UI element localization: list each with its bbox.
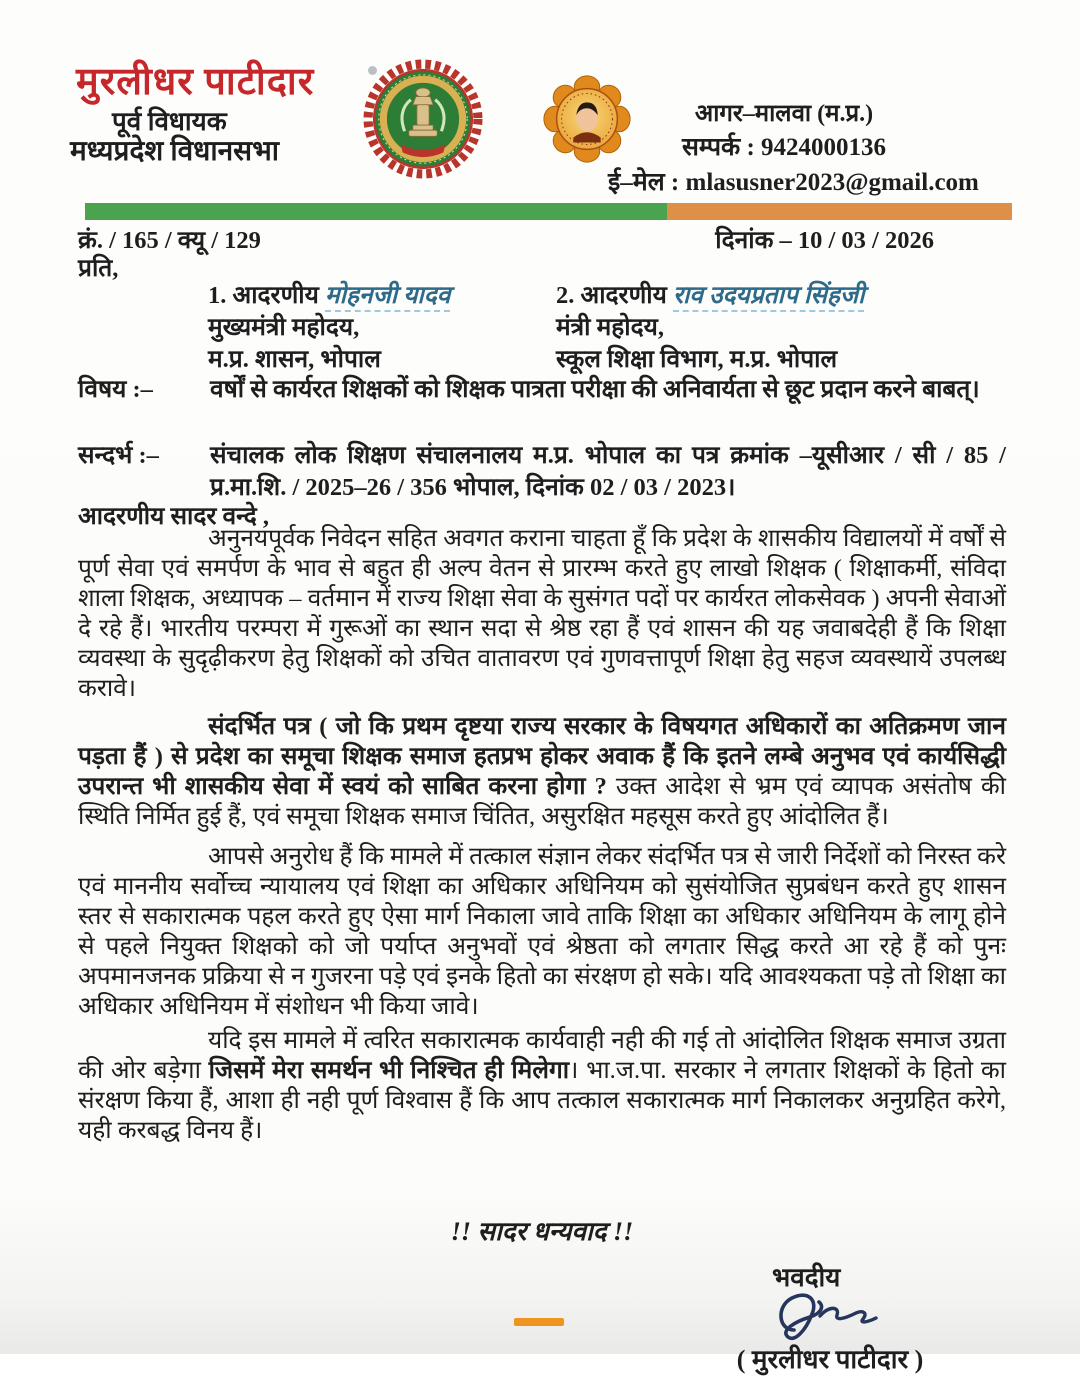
constituency: आगर–मालवा (म.प्र.): [694, 101, 874, 127]
body-paragraph-4-pre: यदि इस मामले में त्वरित सकारात्मक कार्यवाही नही की गई तो आंदोलित शिक्षक समाज उग्रता की ओर बड़ेगा: [78, 1027, 1006, 1084]
signatory-name: ( मुरलीधर पाटीदार ): [736, 1345, 924, 1374]
body-paragraph-2-bold: संदर्भित पत्र ( जो कि प्रथम दृष्टया राज्य सरकार के विषयगत अधिकारों का अतिक्रमण जान पड़ता हैं ) से प्रदेश का समूचा शिक्षक समाज हतप्रभ होकर अवाक हैं कि इतने लम्बे अनुभव एवं कार्यसिद्धी उपरान्त भी शासकीय सेवा में स्वयं को साबित करना होगा ?: [78, 713, 1006, 800]
recipient-2-honorific: आदरणीय: [580, 282, 667, 309]
letter-date: दिनांक – 10 / 03 / 2026: [715, 227, 934, 254]
recipient-1-office: म.प्र. शासन, भोपाल: [208, 346, 381, 373]
recipient-2: [556, 280, 1008, 376]
recipient-1-honorific: आदरणीय: [232, 282, 319, 309]
ref-date-row: [78, 223, 934, 256]
sender-title: पूर्व विधायक: [112, 107, 227, 136]
letter-body: [78, 524, 1006, 1146]
contact-block: [608, 99, 979, 199]
to-label: प्रति,: [78, 255, 119, 282]
salutation: आदरणीय सादर वन्दे ,: [78, 503, 269, 530]
body-paragraph-4: [78, 1026, 1006, 1146]
recipient-1-name-line: [208, 280, 553, 312]
recipient-2-name: राव उदयप्रताप सिंहजी: [673, 282, 865, 312]
body-paragraph-2: [78, 712, 1006, 832]
rule-green-segment: [85, 203, 667, 220]
tricolor-rule: [85, 203, 1012, 220]
subject-row: [78, 374, 1006, 406]
recipient-1-designation: मुख्यमंत्री महोदय,: [208, 314, 360, 341]
recipient-1-number: 1.: [208, 282, 227, 309]
handwritten-signature-icon: [764, 1286, 888, 1346]
rule-orange-segment: [667, 203, 1012, 220]
subject-label: विषय :–: [78, 376, 153, 403]
body-paragraph-3: आपसे अनुरोध हैं कि मामले में तत्काल संज्ञान लेकर संदर्भित पत्र से जारी निर्देशों को निरस्त करे एवं माननीय सर्वोच्च न्यायालय एवं शिक्षा का अधिकार अधिनियम को सुसंयोजित सुप्रबंधन करते हुए शासन स्तर से सकारात्मक पहल करते हुए ऐसा मार्ग निकाला जावे ताकि शिक्षा का अधिकार अधिनियम के लागू होने से पहले नियुक्त शिक्षको को जो पर्याप्त अनुभवों एवं श्रेष्ठता को लगतार सिद्ध करते आ रहे हैं को पुनः अपमानजनक प्रक्रिया से न गुजरना पड़े एवं इनके हितो का संरक्षण हो सके। यदि आवश्यकता पड़े तो शिक्षा का अधिकार अधिनियम में संशोधन भी किया जावे।: [78, 843, 1006, 1020]
reference-label: सन्दर्भ :–: [78, 442, 159, 469]
body-paragraph-1: अनुनयपूर्वक निवेदन सहित अवगत कराना चाहता हूँ कि प्रदेश के शासकीय विद्यालयों में वर्षों से पूर्ण सेवा एवं समर्पण के भाव से बहुत ही अल्प वेतन से प्रारम्भ करते हुए लाखो शिक्षक ( शिक्षाकर्मी, संविदा शाला शिक्षक, अध्यापक – वर्तमान में राज्य शिक्षा सेवा के सुसंगत पदों पर कार्यरत लोकसेवक ) अपनी सेवाओं दे रहे हैं। भारतीय परम्परा में गुरूओं का स्थान सदा से श्रेष्ठ रहा हैं एवं शासन की यह जवाबदेही हैं कि शिक्षा व्यवस्था के सुदृढ़ीकरण हेतु शिक्षकों को उचित वातावरण एवं गुणवत्तापूर्ण शिक्षा हेतु सहज व्यवस्थायें उपलब्ध करावे।: [78, 525, 1006, 702]
sender-assembly: मध्यप्रदेश विधानसभा: [70, 136, 280, 167]
subject-text: वर्षों से कार्यरत शिक्षकों को शिक्षक पात्रता परीक्षा की अनिवार्यता से छूट प्रदान करने बाबत्।: [210, 376, 980, 403]
sender-name: मुरलीधर पाटीदार: [76, 61, 315, 103]
recipient-1-name: मोहनजी यादव: [325, 282, 450, 312]
orange-progress-notch: [514, 1318, 564, 1326]
recipient-2-name-line: [556, 280, 1008, 312]
letter-ref-number: क्रं. / 165 / क्यू / 129: [78, 227, 261, 254]
recipient-2-designation: मंत्री महोदय,: [556, 314, 664, 341]
mp-government-seal-icon: [362, 58, 484, 180]
recipient-2-number: 2.: [556, 282, 575, 309]
reference-text: संचालक लोक शिक्षण संचालनालय म.प्र. भोपाल का पत्र क्रमांक –यूसीआर / सी / 85 / प्र.मा.शि. / 2025–26 / 356 भोपाल, दिनांक 02 / 03 / 2023।: [210, 442, 1006, 501]
email-address: ई–मेल : mlasusner2023@gmail.com: [608, 169, 979, 197]
thanks-line: !! सादर धन्यवाद !!: [450, 1217, 634, 1246]
recipient-1: [208, 280, 553, 376]
body-paragraph-2-rest: उक्त आदेश से भ्रम एवं व्यापक असंतोष की स्थिति निर्मित हुई हैं, एवं समूचा शिक्षक समाज चिंतित, असुरक्षित महसूस करते हुए आंदोलित हैं।: [78, 773, 1006, 830]
body-paragraph-4-bold: जिसमें मेरा समर्थन भी निश्चित ही मिलेगा: [208, 1057, 570, 1084]
body-paragraph-4-post: । भा.ज.पा. सरकार ने लगतार शिक्षकों के हितो का संरक्षण किया हैं, आशा ही नही पूर्ण विश्वास हैं कि आप तत्काल सकारात्मक मार्ग निकालकर अनुग्रहित करेगे, यही करबद्ध विनय हैं।: [78, 1057, 1006, 1144]
reference-row: [78, 440, 1006, 504]
phone-number: सम्पर्क : 9424000136: [681, 134, 887, 161]
regards-label: भवदीय: [772, 1263, 841, 1292]
recipient-2-office: स्कूल शिक्षा विभाग, म.प्र. भोपाल: [556, 346, 838, 373]
